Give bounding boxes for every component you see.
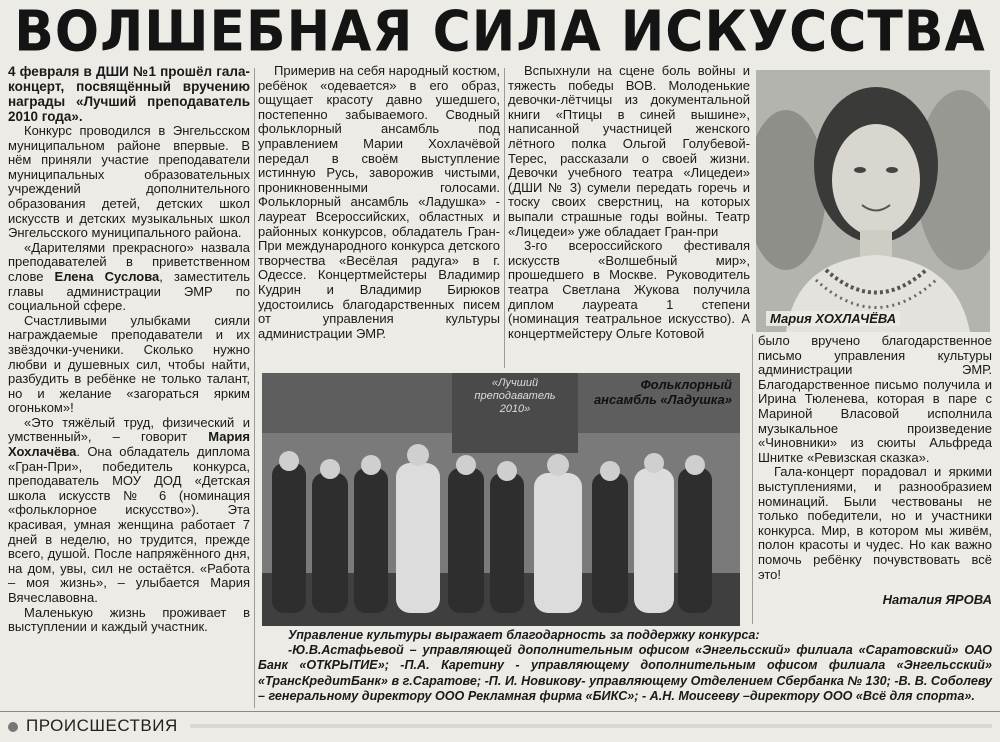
paragraph (8, 241, 250, 314)
column-divider (254, 68, 255, 708)
paragraph: Гала-концерт порадовал и яркими выступлениями, и разнообразием номинаций. Были чествованы не только победители, но и участники конкурса. Мир, в котором мы живём, полон красоты и чудес. Но как важно помочь ребёнку почувствовать всё это! (758, 464, 992, 582)
paragraph (8, 416, 250, 606)
caption-line: Фольклорный (640, 377, 732, 392)
portrait-image (756, 70, 990, 332)
caption-line: ансамбль «Ладушка» (593, 392, 732, 407)
paragraph: Конкурс проводился в Энгельсском муниципальном районе впервые. В нём приняли участие преподаватели муниципальных образовательных учреждений дополнительного образования детей, детских школ искусств и детских музыкальных школ Энгельсского муниципального района. (8, 123, 250, 241)
banner-text: преподаватель (474, 390, 556, 402)
paragraph: Примерив на себя народный костюм, ребёнок «одевается» в его образ, ощущает красоту давно ушедшего, постепенно забываемого. Сводный фольклорный ансамбль под управлением Марии Хохлачёвой передал в своём выступление истинную Русь, заворожив чистыми, проникновенными голосами. Фольклорный ансамбль «Ладушка» - лауреат Всероссийских, областных и районных конкурсов, обладатель Гран-При международного конкурса детского творчества «Весёлая радуга» в г. Одессе. Концертмейстеры Владимир Кудрин и Владимир Бирюков удостоились благодарственных писем от управления культуры администрации ЭМР. (258, 63, 500, 341)
banner-text: «Лучший (491, 377, 539, 389)
column-divider (504, 68, 505, 368)
article-column-1 (8, 64, 250, 635)
section-label (8, 714, 178, 738)
text-run: , заместитель главы администрации ЭМР по социальной сфере. (8, 268, 250, 314)
thanks-body: -Ю.В.Астафьевой – управляющей дополнительным офисом «Энгельсский» филиала «Саратовский» ОАО Банк «ОТКРЫТИЕ»; -П.А. Каретину - управляющему дополнительным офисом филиала «Энгельсский» «ТрансКредитБанк» в г.Саратове; -П. И. Новикову- управляющему Отделением Сбербанка № 130; -В. В. Соболеву – генеральному директору ООО Рекламная фирма «БИКС»; - А.Н. Моисееву –директору ООО «Всё для спорта». (258, 643, 992, 703)
banner-text: 2010» (499, 403, 531, 415)
thanks-notice (258, 628, 992, 704)
group-photo-caption (594, 377, 732, 407)
paragraph: Вспыхнули на сцене боль войны и тяжесть победы ВОВ. Молоденькие девочки-лётчицы из документальной книги «Птицы в синей вышине», написанной участницей женского лётного полка Ольгой Голубевой-Терес, рассказали о своей жизни. Девочки учебного театра «Лицедеи» (ДШИ № 3) сумели передать горечь и тоску своих сверстниц, на которых выпали страшные годы войны. Театр «Лицедеи» уже обладает Гран-при (508, 63, 750, 239)
section-rule (0, 711, 1000, 712)
bullet-icon (8, 722, 18, 732)
person-name: Елена Суслова (54, 268, 160, 284)
thanks-heading: Управление культуры выражает благодарность за поддержку конкурса: (288, 628, 760, 642)
section-title: ПРОИСШЕСТВИЯ (26, 716, 178, 735)
stage-banner (460, 377, 570, 435)
portrait-photo (756, 70, 990, 332)
portrait-caption: Мария ХОХЛАЧЁВА (766, 311, 900, 326)
paragraph: Счастливыми улыбками сияли награждаемые преподаватели и их звёздочки-ученики. Сколько нужно любви и душевных сил, чтобы найти, разбудить в ребёнке не только талант, но и желание «загораться ярким огоньком»! (8, 312, 250, 416)
paragraph: Маленькую жизнь проживает в выступлении и каждый участник. (8, 604, 250, 635)
text-run: «Дарителями прекрасного» назвала преподавателей в приветственном слове (8, 239, 250, 284)
section-bar (190, 724, 992, 728)
article-column-3 (508, 64, 750, 341)
column-divider (752, 334, 753, 624)
article-column-2 (258, 64, 500, 341)
lead-paragraph: 4 февраля в ДШИ №1 прошёл гала-концерт, посвящённый вручению награды «Лучший преподаватель 2010 года». (8, 64, 250, 124)
text-run: «Это тяжёлый труд, физический и умственный», – говорит (8, 414, 250, 445)
paragraph: 3-го всероссийского фестиваля искусств «Волшебный мир», прошедшего в Москве. Руководитель театра Светлана Жукова получила диплом лауреата 1 степени (номинация театральное искусство). А концертмейстеру Ольге Котовой (508, 238, 750, 341)
paragraph: было вручено благодарственное письмо управления культуры администрации ЭМР. Благодарственное письмо получила и Ирина Тюленева, которая в паре с Мариной Власовой исполнила музыкальное произведение «Чиновники» из сюиты Альфреда Шнитке «Ревизская сказка». (758, 333, 992, 465)
text-run: . Она обладатель диплома «Гран-При», победитель конкурса, преподаватель МОУ ДОД «Детская школа искусств № 6 (номинация «фольклорное искусство»). Эта красивая, умная женщина работает 7 дней в неделю, но трудится, прежде всего, душой. После напряжённого дня, на дом, увы, сил не остаётся. «Работа – моя жизнь», – улыбается Мария Вячеславовна. (8, 444, 250, 605)
headline: ВОЛШЕБНАЯ СИЛА ИСКУССТВА (14, 0, 986, 65)
author-signature: Наталия ЯРОВА (882, 592, 992, 607)
person-name: Мария Хохлачёва (8, 429, 250, 460)
article-column-4 (758, 334, 992, 582)
group-photo (262, 373, 740, 626)
